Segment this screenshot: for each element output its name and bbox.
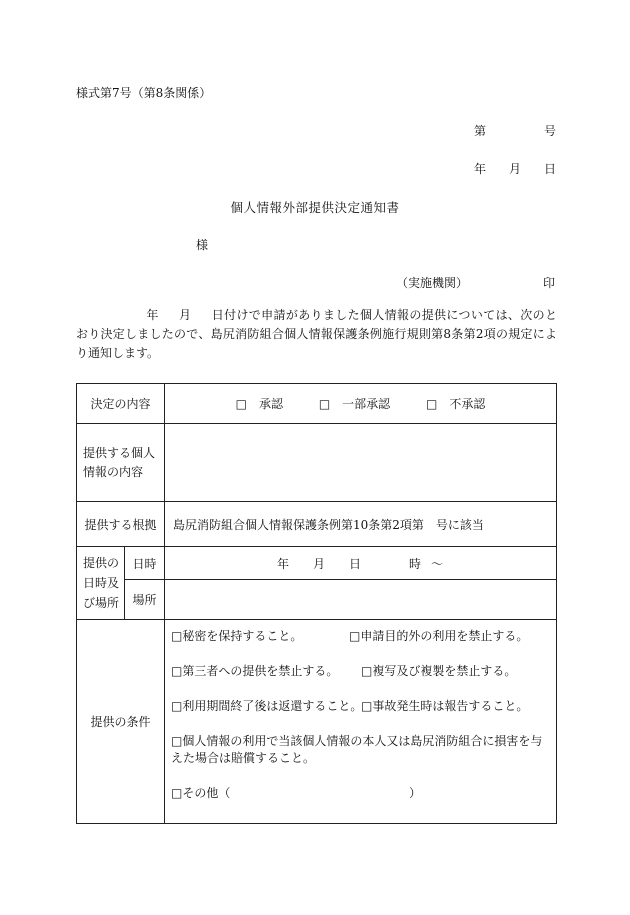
personal-info-label: 提供する個人情報の内容 [77,424,165,502]
option-partial-approve[interactable]: □ 一部承認 [318,397,391,411]
condition-no-third-party[interactable]: □第三者への提供を禁止する。 [171,664,339,678]
option-approve[interactable]: □ 承認 [235,397,283,411]
option-reject[interactable]: □ 不承認 [426,397,486,411]
datetime-field[interactable] [165,547,557,580]
datetime-tilde: ～ [431,557,444,571]
datetime-hour: 時 [409,557,422,571]
basis-text: 島尻消防組合個人情報保護条例第10条第2項第 号に該当 [165,502,557,547]
body-month: 月 [178,308,192,322]
condition-no-copy[interactable]: □複写及び複製を禁止する。 [361,664,517,678]
decision-label: 決定の内容 [77,384,165,424]
datetime-label: 日時 [125,547,165,580]
date-month: 月 [509,162,522,176]
number-prefix: 第 [474,124,487,138]
provision-label: 提供の日時及び場所 [77,547,125,620]
agency-label: （実施機関） [396,276,469,290]
body-text: 日付けで申請がありました個人情報の提供については、次のとおり決定しましたので、島尻消防組合個人情報保護条例施行規則第8条第2項の規定により通知します。 [76,308,557,360]
form-id: 様式第7号（第8条関係） [76,86,212,100]
addressee-suffix: 様 [196,238,209,252]
condition-return-after-use[interactable]: □利用期間終了後は返還すること。 [171,699,363,713]
conditions-cell [165,620,557,824]
place-field[interactable] [165,580,557,620]
condition-other-close: ） [409,786,422,800]
number-suffix: 号 [544,124,557,138]
date-year: 年 [474,162,487,176]
personal-info-field[interactable] [165,424,557,502]
condition-no-other-purpose[interactable]: □申請目的外の利用を禁止する。 [349,629,529,643]
decision-options [165,384,557,424]
datetime-day: 日 [349,557,362,571]
condition-confidentiality[interactable]: □秘密を保持すること。 [171,629,303,643]
body-year: 年 [146,308,159,322]
body-paragraph [76,306,557,363]
condition-other[interactable]: □その他（ [171,786,231,800]
datetime-year: 年 [277,557,290,571]
condition-report-incident[interactable]: □事故発生時は報告すること。 [361,699,529,713]
decision-table [76,383,557,824]
seal-mark: 印 [543,276,556,290]
document-title: 個人情報外部提供決定通知書 [230,200,400,215]
condition-compensation[interactable]: □個人情報の利用で当該個人情報の本人又は島尻消防組合に損害を与えた場合は賠償すること。 [171,734,543,765]
place-label: 場所 [125,580,165,620]
datetime-month: 月 [313,557,326,571]
basis-label: 提供する根拠 [77,502,165,547]
conditions-label: 提供の条件 [77,620,165,824]
date-day: 日 [544,162,557,176]
